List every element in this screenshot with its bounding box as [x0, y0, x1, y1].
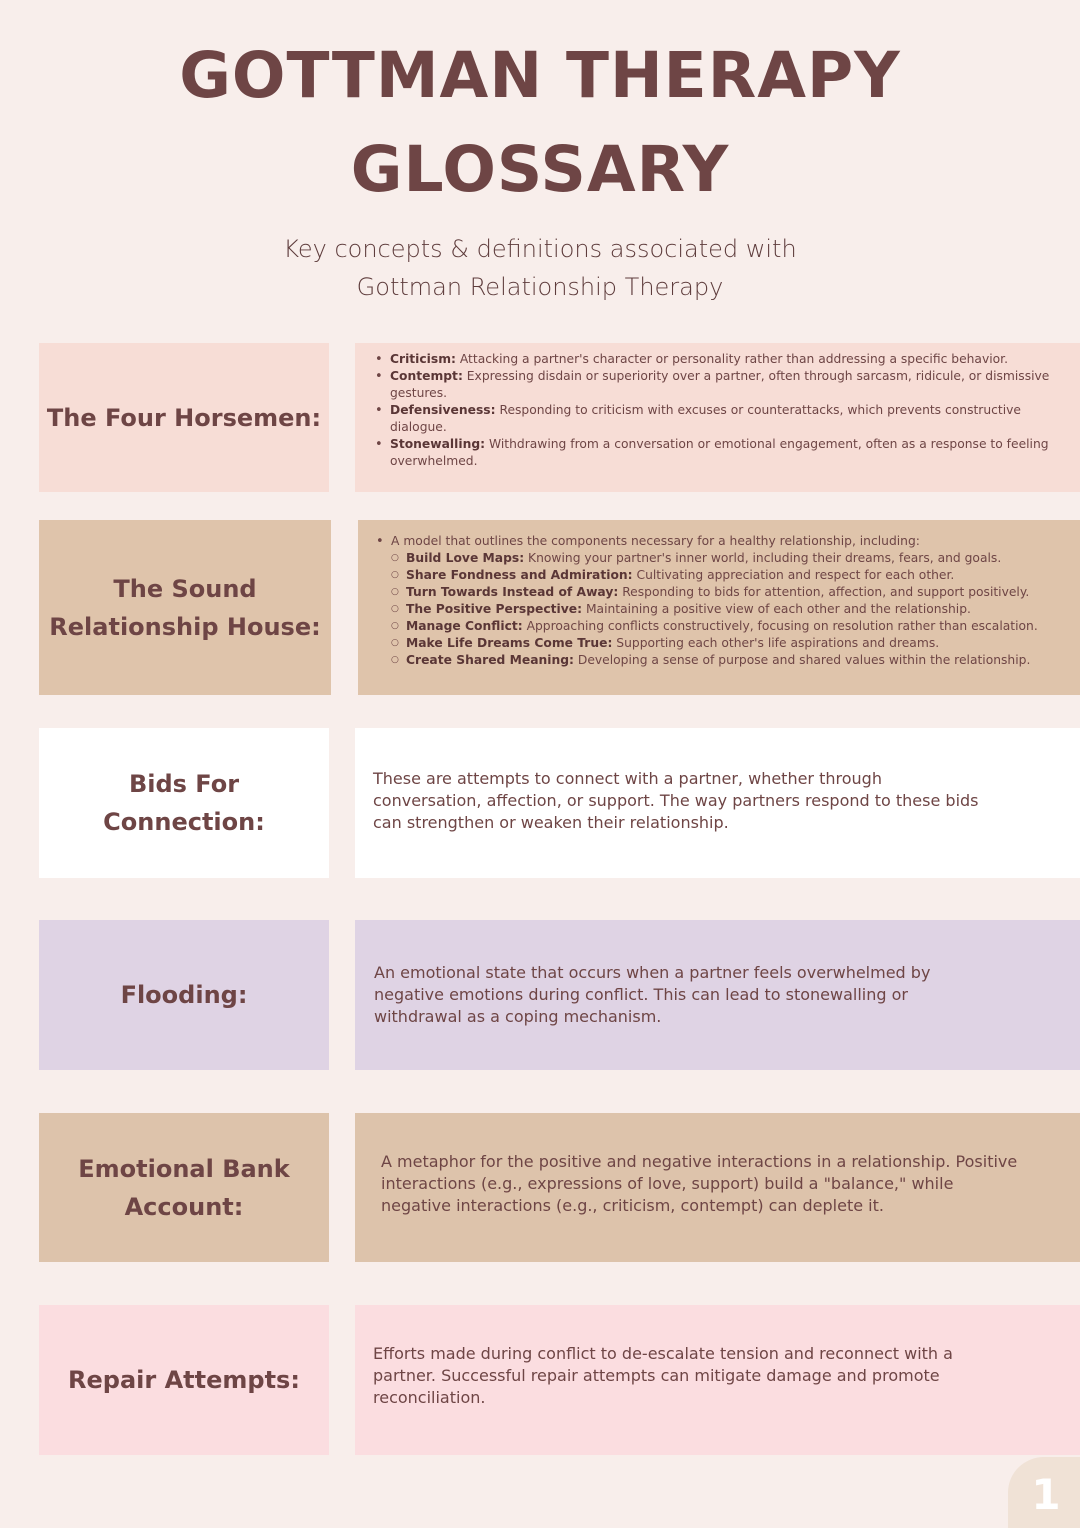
term-label-line-2: Relationship House: [49, 612, 321, 641]
term-label-line-1: Bids For [128, 770, 240, 798]
page-number: 1 [1031, 1470, 1061, 1519]
sub-list-item: ○ The Positive Perspective: Maintaining a positive view of each other and the relationship. [391, 601, 1038, 618]
title-line-2: GLOSSARY [350, 133, 730, 206]
definition-repair-attempts [355, 1305, 1080, 1455]
sub-list-item: ○ Make Life Dreams Come True: Supporting each other's life aspirations and dreams. [391, 635, 1038, 652]
definition-four-horsemen [355, 343, 1080, 492]
definition-bids-for-connection [355, 728, 1080, 878]
term-label: Flooding: [120, 981, 248, 1009]
term-label-line-2: Connection: [103, 808, 265, 836]
horsemen-list [375, 351, 1054, 470]
term-label-line-1: Emotional Bank [78, 1154, 290, 1183]
definition-text: An emotional state that occurs when a partner feels overwhelmed by negative emotions during conflict. This can lead to stonewalling or withdrawal as a coping mechanism. [374, 963, 931, 1026]
sub-list-item: ○ Build Love Maps: Knowing your partner's inner world, including their dreams, fears, and goals. [391, 550, 1038, 567]
definition-text: These are attempts to connect with a partner, whether through conversation, affection, or support. The way partners respond to these bids can strengthen or weaken their relationship. [373, 769, 979, 832]
sub-list-item: ○ Create Shared Meaning: Developing a sense of purpose and shared values within the relationship. [391, 652, 1038, 669]
list-item: • Defensiveness: Responding to criticism with excuses or counterattacks, which prevents constructive dialogue. [375, 402, 1054, 436]
list-item: • Contempt: Expressing disdain or superiority over a partner, often through sarcasm, ridicule, or dismissive gestures. [375, 368, 1054, 402]
term-flooding [39, 920, 329, 1070]
definition-text: Efforts made during conflict to de-escalate tension and reconnect with a partner. Successful repair attempts can mitigate damage and promote reconciliation. [373, 1344, 953, 1407]
term-label: The Four Horsemen: [46, 403, 322, 432]
subtitle-line-1: Key concepts & definitions associated with [283, 235, 797, 263]
term-emotional-bank-account [39, 1113, 329, 1262]
list-item: • Criticism: Attacking a partner's character or personality rather than addressing a specific behavior. [375, 351, 1054, 368]
sub-list-item: ○ Manage Conflict: Approaching conflicts constructively, focusing on resolution rather than escalation. [391, 618, 1038, 635]
definition-text: A metaphor for the positive and negative interactions in a relationship. Positive interactions (e.g., expressions of love, support) build a "balance," while negative interactions (e.g., criticism, contempt) can deplete it. [381, 1152, 1018, 1215]
term-label: Repair Attempts: [68, 1366, 300, 1394]
sub-list-item: ○ Share Fondness and Admiration: Cultivating appreciation and respect for each other. [391, 567, 1038, 584]
sub-list [391, 550, 1038, 669]
definition-emotional-bank-account [355, 1113, 1080, 1262]
term-four-horsemen [39, 343, 329, 492]
term-label-line-1: The Sound [113, 574, 257, 603]
sound-house-list [376, 533, 1038, 669]
term-bids-for-connection [39, 728, 329, 878]
term-label-line-2: Account: [124, 1192, 244, 1221]
page-number-badge [1008, 1457, 1080, 1528]
list-item: • Stonewalling: Withdrawing from a conversation or emotional engagement, often as a response to feeling overwhelmed. [375, 436, 1054, 470]
term-repair-attempts [39, 1305, 329, 1455]
subtitle-line-2: Gottman Relationship Therapy [356, 273, 724, 301]
sub-list-item: ○ Turn Towards Instead of Away: Responding to bids for attention, affection, and support positively. [391, 584, 1038, 601]
definition-sound-relationship-house [358, 520, 1080, 695]
title-line-1: GOTTMAN THERAPY [179, 39, 901, 112]
list-item: • A model that outlines the components necessary for a healthy relationship, including: ○ Build Love Maps: Knowing your partner's inner world, including their dreams, fears, and goals. ○ Share Fondness and Admiration: Cultivating appreciation and respect for each other. ○ Turn Towards Instead of Away: Responding to bids for attention, affection, and support positively. ○ The Positive Perspective: Maintaining a positive view of each other and the relationship. ○ Manage Conflict: Approaching conflicts constructively, focusing on resolution rather than escalation. ○ Make Life Dreams Come True: Supporting each other's life aspirations and dreams. ○ Create Shared Meaning: Developing a sense of purpose and shared values within the relationship. [376, 533, 1038, 669]
term-sound-relationship-house [39, 520, 331, 695]
definition-flooding [355, 920, 1080, 1070]
